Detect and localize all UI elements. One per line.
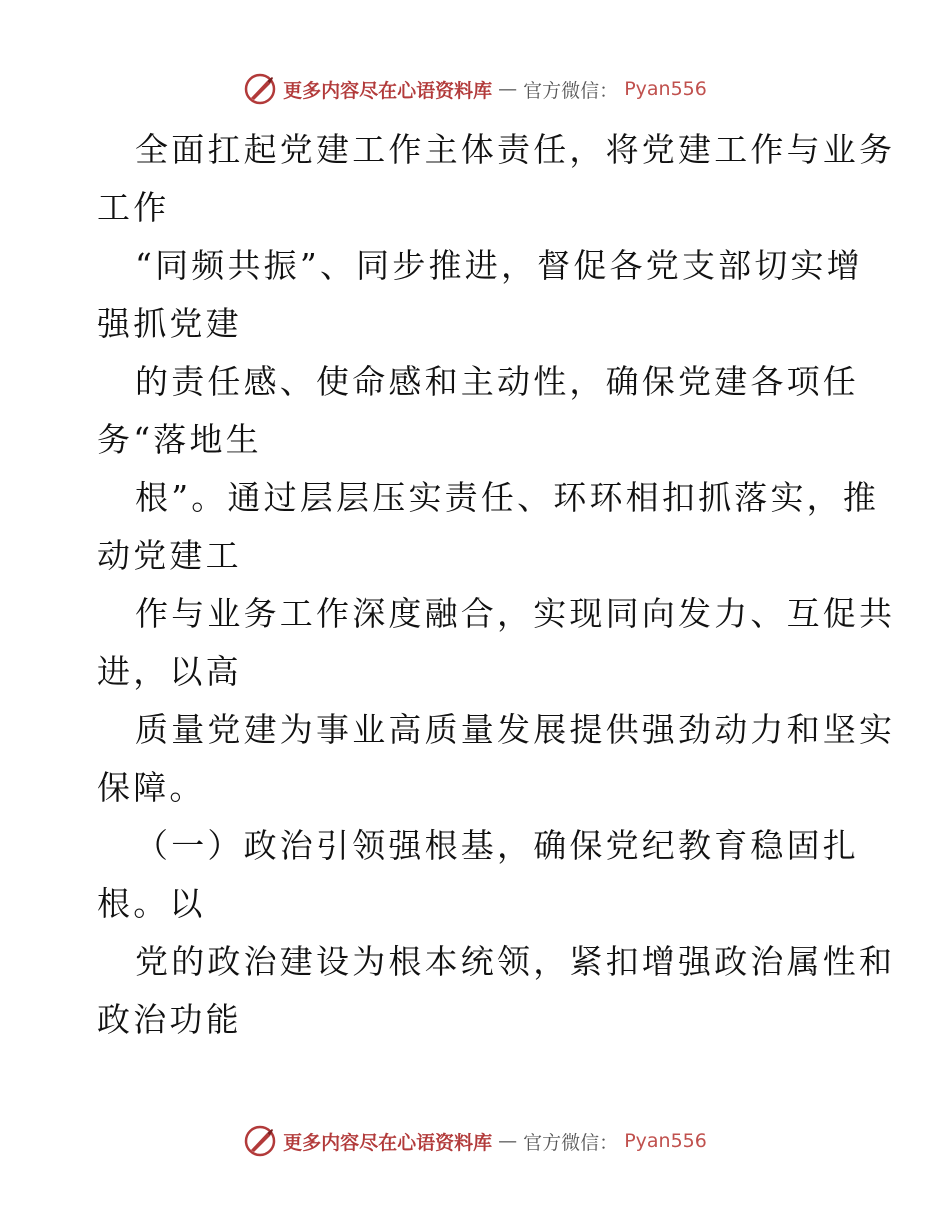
text-line: 作与业务工作深度融合，实现同向发力、互促共 (135, 594, 896, 633)
watermark-label: 官方微信： (523, 1131, 619, 1154)
text-line: 务“落地生 (97, 420, 262, 459)
watermark-header (0, 72, 950, 106)
quill-logo-icon (243, 72, 277, 106)
text-line: 的责任感、使命感和主动性，确保党建各项任 (135, 362, 859, 401)
text-line: 工作 (97, 188, 170, 227)
section-heading-line: （一）政治引领强根基，确保党纪教育稳固扎 (135, 826, 859, 865)
text-line: “同频共振”、同步推进，督促各党支部切实增 (135, 246, 863, 285)
watermark-footer (0, 1124, 950, 1158)
watermark-id: Pyan556 (624, 78, 707, 100)
watermark-site: 更多内容尽在心语资料库 (283, 79, 493, 102)
text-line: 进，以高 (97, 652, 242, 691)
text-line: 党的政治建设为根本统领，紧扣增强政治属性和 (135, 942, 896, 981)
watermark-site: 更多内容尽在心语资料库 (283, 1131, 493, 1154)
text-line: 质量党建为事业高质量发展提供强劲动力和坚实 (135, 710, 896, 749)
text-line: 全面扛起党建工作主体责任，将党建工作与业务 (135, 130, 896, 169)
document-body (97, 121, 896, 1049)
text-line: 政治功能 (97, 1000, 242, 1039)
quill-logo-icon (243, 1124, 277, 1158)
text-line: 强抓党建 (97, 304, 242, 343)
watermark-label: 官方微信： (523, 79, 619, 102)
watermark-id: Pyan556 (624, 1130, 707, 1152)
text-line: 根。以 (97, 884, 206, 923)
watermark-separator: — (498, 78, 518, 100)
watermark-separator: — (498, 1130, 518, 1152)
text-line: 动党建工 (97, 536, 242, 575)
text-line: 保障。 (97, 768, 206, 807)
text-line: 根”。通过层层压实责任、环环相扣抓落实，推 (135, 478, 880, 517)
